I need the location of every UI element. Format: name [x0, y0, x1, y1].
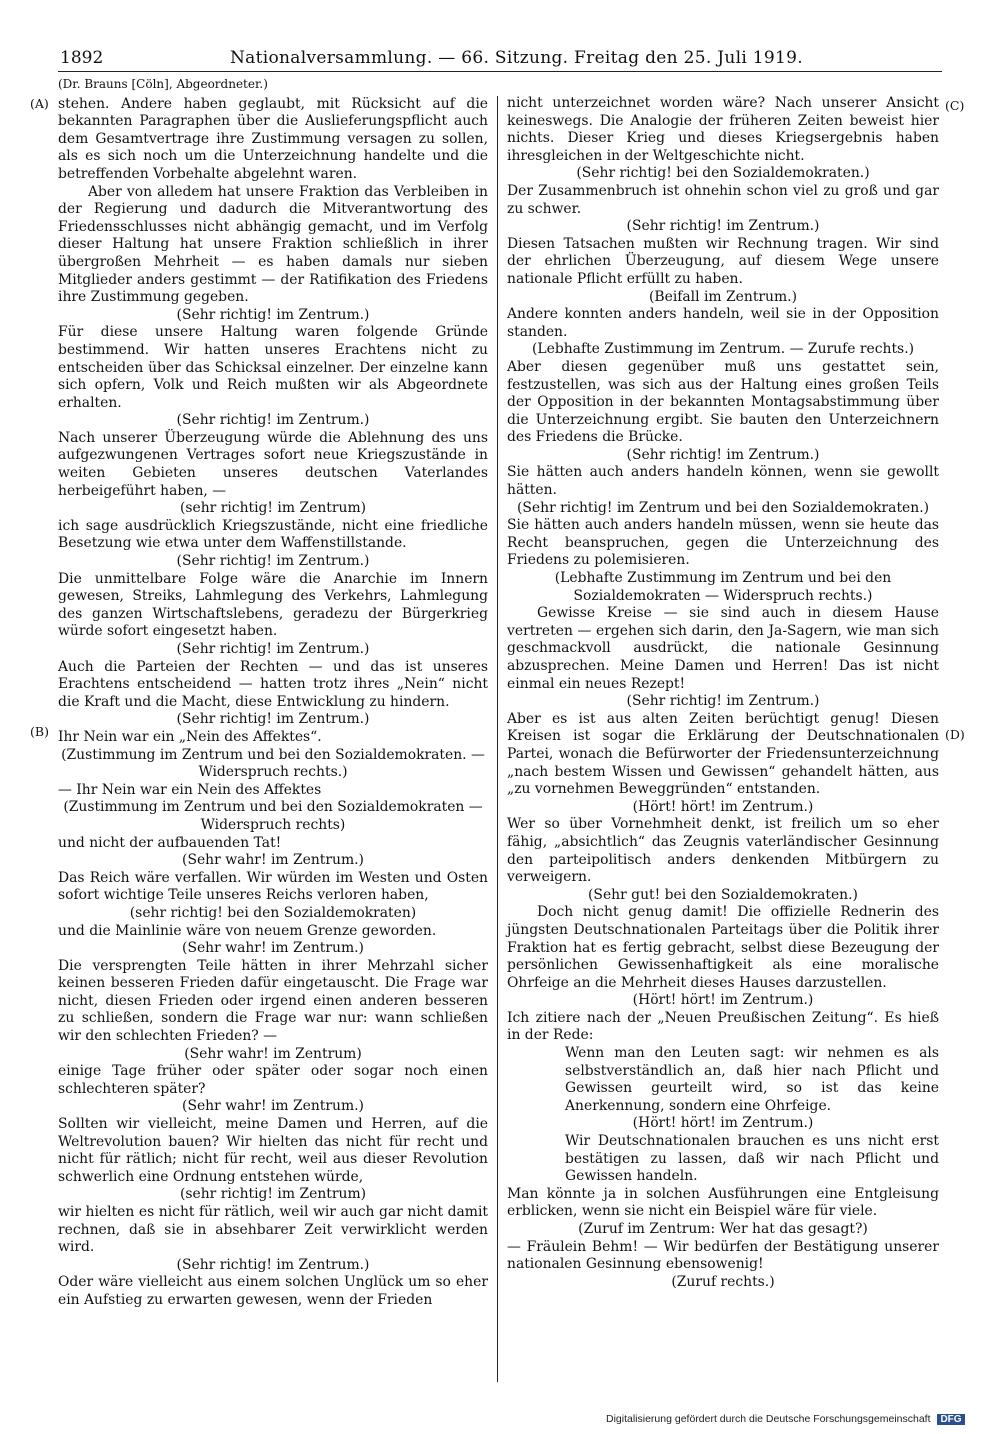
interjection: (Sehr richtig! im Zentrum.)	[626, 218, 820, 235]
interjection: (Sehr richtig! im Zentrum.)	[176, 553, 370, 570]
paragraph: Wer so über Vornehmheit denkt, ist freilich um so eher fähig, „absichtlich“ das Zeugnis vaterländischer Gesinnung den parteipolitisch anders denkenden Mitbürgern zu verweigern.	[507, 816, 939, 886]
paragraph: Das Reich wäre verfallen. Wir würden im Westen und Osten sofort wichtige Teile unseres Reichs verloren haben,	[58, 869, 488, 904]
paragraph: Ich zitiere nach der „Neuen Preußischen Zeitung“. Es hieß in der Rede:	[507, 1009, 939, 1044]
paragraph: wir hielten es nicht für rätlich, weil wir auch gar nicht damit rechnen, daß sie in absehbarer Zeit verwirklicht werden wird.	[58, 1204, 488, 1256]
page-header	[60, 48, 940, 72]
interjection: (Zustimmung im Zentrum und bei den Sozialdemokraten — Widerspruch rechts)	[63, 799, 483, 833]
interjection: (Sehr richtig! im Zentrum.)	[176, 412, 370, 429]
margin-marker-a: (A)	[30, 96, 49, 111]
interjection: (Sehr richtig! im Zentrum.)	[176, 711, 370, 728]
left-column	[58, 76, 488, 1310]
footer-credit	[606, 1413, 965, 1425]
paragraph: und nicht der aufbauenden Tat!	[58, 834, 282, 851]
footer-text: Digitalisierung gefördert durch die Deutsche Forschungsgemeinschaft	[606, 1413, 931, 1425]
page-number: 1892	[60, 48, 104, 68]
interjection: (Lebhafte Zustimmung im Zentrum. — Zurufe rechts.)	[531, 341, 915, 358]
paragraph: Andere konnten anders handeln, weil sie in der Opposition standen.	[507, 306, 939, 340]
interjection: (Sehr richtig! bei den Sozialdemokraten.)	[576, 165, 870, 182]
speaker-line: (Dr. Brauns [Cöln], Abgeordneter.)	[58, 77, 268, 91]
paragraph: Gewisse Kreise — sie sind auch in diesem Hause vertreten — ergehen sich darin, den Ja-Sagern, wie man sich geschmackvoll ausdrückt, die nationale Gesinnung abzusprechen. Meine Damen und Herren! Das ist nicht einmal ein neues Rezept!	[507, 605, 939, 692]
paragraph: Doch nicht genug damit! Die offizielle Rednerin des jüngsten Deutschnationalen Parteitags über die Politik ihrer Fraktion hat es fertig gebracht, selbst diese Bezeugung der persönlichen Gewissenhaftigkeit als eine moralische Ohrfeige an die Mehrheit dieses Hauses darzustellen.	[507, 904, 939, 991]
paragraph: Aber von alledem hat unsere Fraktion das Verbleiben in der Regierung und dadurch die Mitverantwortung des Friedensschlusses nicht abhängig gemacht, und im Verfolg dieser Haltung hat unsere Fraktion schließlich in ihrer übergroßen Mehrheit — es haben damals nur sieben Mitglieder anders gestimmt — der Ratifikation des Friedens ihre Zustimmung gegeben.	[58, 183, 488, 306]
interjection: (Beifall im Zentrum.)	[648, 288, 798, 305]
margin-marker-d: (D)	[945, 727, 965, 742]
paragraph: — Ihr Nein war ein Nein des Affektes	[58, 781, 322, 798]
paragraph: Der Zusammenbruch ist ohnehin schon viel zu groß und gar zu schwer.	[507, 182, 939, 217]
right-column	[507, 95, 939, 1291]
paragraph: und die Mainlinie wäre von neuem Grenze geworden.	[58, 922, 437, 939]
paragraph: — Fräulein Behm! — Wir bedürfen der Bestätigung unserer nationalen Gesinnung ebensowenig!	[507, 1238, 939, 1273]
interjection: (Hört! hört! im Zentrum.)	[632, 1115, 814, 1132]
interjection: (Hört! hört! im Zentrum.)	[632, 798, 814, 815]
interjection: (sehr richtig! im Zentrum)	[179, 1186, 367, 1203]
interjection: (Sehr richtig! im Zentrum und bei den Sozialdemokraten.)	[516, 499, 930, 516]
paragraph: Aber es ist aus alten Zeiten berüchtigt genug! Diesen Kreisen ist sogar die Erklärung der Deutschnationalen Partei, wonach die Befürworter der Friedensunterzeichnung „nach bestem Wissen und Gewissen“ gehandelt hätten, aus „zu vornehmen Beweggründen“ entstanden.	[507, 710, 939, 798]
paragraph: einige Tage früher oder später oder sogar noch einen schlechteren später?	[58, 1063, 488, 1097]
margin-marker-b: (B)	[30, 724, 49, 739]
paragraph: Nach unserer Überzeugung würde die Ablehnung des uns aufgezwungenen Vertrages sofort neue Kriegszustände in weiten Gebieten unseres deutschen Vaterlandes herbeigeführt haben, —	[58, 429, 488, 499]
interjection: (Sehr richtig! im Zentrum.)	[626, 446, 820, 463]
header-rule	[58, 71, 942, 72]
interjection: (Sehr richtig! im Zentrum.)	[176, 306, 370, 323]
column-divider	[497, 96, 498, 1382]
interjection: (Sehr richtig! im Zentrum.)	[176, 1256, 370, 1273]
paragraph: Man könnte ja in solchen Ausführungen eine Entgleisung erblicken, wenn sie nicht ein Beispiel wäre für viele.	[507, 1185, 939, 1220]
interjection: (Sehr gut! bei den Sozialdemokraten.)	[588, 886, 858, 903]
interjection: (sehr richtig! bei den Sozialdemokraten)	[129, 904, 417, 921]
paragraph: nicht unterzeichnet worden wäre? Nach unserer Ansicht keineswegs. Die Analogie der früheren Zeiten beweist hier nichts. Dieser Krieg und dieses Kriegsergebnis haben ihresgleichen in der Weltgeschichte nicht.	[507, 95, 939, 164]
interjection: (Sehr richtig! im Zentrum.)	[626, 693, 820, 710]
paragraph: Sie hätten auch anders handeln können, wenn sie gewollt hätten.	[507, 464, 939, 499]
paragraph: Für diese unsere Haltung waren folgende Gründe bestimmend. Wir hatten unseres Erachtens nicht zu entscheiden über das Schicksal einzelner. Der einzelne kann sich opfern, Volk und Reich mußten wir als Abgeordnete erhalten.	[58, 324, 488, 411]
paragraph: Sie hätten auch anders handeln müssen, wenn sie heute das Recht beanspruchen, gegen die Unterzeichnung des Friedens zu polemisieren.	[507, 517, 939, 569]
quotation: Wir Deutschnationalen brauchen es uns nicht erst bestätigen zu lassen, daß wir nach Pflicht und Gewissen handeln.	[565, 1133, 939, 1185]
interjection: (Sehr wahr! im Zentrum.)	[182, 940, 364, 957]
paragraph: Sollten wir vielleicht, meine Damen und Herren, auf die Weltrevolution bauen? Wir hielten das nicht für recht und nicht für rätlich; nicht für recht, weil aus dieser Revolution schwerlich eine Ordnung entstehen würde,	[58, 1116, 488, 1185]
quotation: Wenn man den Leuten sagt: wir nehmen es als selbstverständlich an, daß hier nach Pflicht und Gewissen geurteilt wird, so ist das keine Anerkennung, sondern eine Ohrfeige.	[565, 1045, 939, 1114]
dfg-logo: DFG	[937, 1414, 964, 1425]
interjection: (Sehr richtig! im Zentrum.)	[176, 641, 370, 657]
interjection: (Zuruf rechts.)	[671, 1273, 775, 1290]
paragraph: Diesen Tatsachen mußten wir Rechnung tragen. Wir sind der ehrlichen Überzeugung, auf diesem Wege unsere nationale Pflicht erfüllt zu haben.	[507, 235, 939, 287]
interjection: (Sehr wahr! im Zentrum)	[184, 1045, 362, 1062]
paragraph: ich sage ausdrücklich Kriegszustände, nicht eine friedliche Besetzung wie etwa unter dem Waffenstillstande.	[58, 517, 488, 552]
paragraph: Auch die Parteien der Rechten — und das ist unseres Erachtens entscheidend — hatten trotz ihres „Nein“ nicht die Kraft und die Macht, diese Entwicklung zu hindern.	[58, 658, 488, 710]
interjection: (Sehr wahr! im Zentrum.)	[182, 852, 364, 869]
paragraph: Aber diesen gegenüber muß uns gestattet sein, festzustellen, was sich aus der Haltung eines großen Teils der Opposition in der bekannten Montagsabstimmung über die Unterzeichnung ergibt. Sie bauten den Unterzeichnern des Friedens die Brücke.	[507, 358, 939, 446]
page-title: Nationalversammlung. — 66. Sitzung. Freitag den 25. Juli 1919.	[230, 48, 803, 68]
paragraph: Oder wäre vielleicht aus einem solchen Unglück um so eher ein Aufstieg zu erwarten gewesen, wenn der Frieden	[58, 1274, 488, 1308]
interjection: (Hört! hört! im Zentrum.)	[632, 992, 814, 1009]
interjection: (Lebhafte Zustimmung im Zentrum und bei den Sozialdemokraten — Widerspruch rechts.)	[554, 570, 892, 604]
interjection: (Sehr wahr! im Zentrum.)	[182, 1098, 364, 1115]
interjection: (Zuruf im Zentrum: Wer hat das gesagt?)	[578, 1221, 868, 1237]
interjection: (Zustimmung im Zentrum und bei den Sozialdemokraten. — Widerspruch rechts.)	[61, 746, 485, 781]
paragraph: stehen. Andere haben geglaubt, mit Rücksicht auf die bekannten Paragraphen über die Auslieferungspflicht auch dem Gesamtvertrage ihre Zustimmung versagen zu sollen, als es sich noch um die Unterzeichnung handelte und die betreffenden Vorbehalte abgelehnt waren.	[58, 95, 488, 182]
interjection: (sehr richtig! im Zentrum)	[179, 500, 367, 517]
margin-marker-c: (C)	[945, 98, 965, 113]
paragraph: Die unmittelbare Folge wäre die Anarchie im Innern gewesen, Streiks, Lahmlegung des Verkehrs, Lahmlegung des ganzen Wirtschaftslebens, geradezu der Bürgerkrieg würde sofort eingesetzt haben.	[58, 570, 488, 640]
paragraph: Die versprengten Teile hätten in ihrer Mehrzahl sicher keinen besseren Frieden dafür eingetauscht. Die Frage war nicht, diesen Frieden oder irgend einen anderen besseren zu schließen, sondern die Frage war nur: wann schließen wir den schlechten Frieden? —	[58, 957, 488, 1045]
paragraph: Ihr Nein war ein „Nein des Affektes“.	[58, 728, 322, 745]
